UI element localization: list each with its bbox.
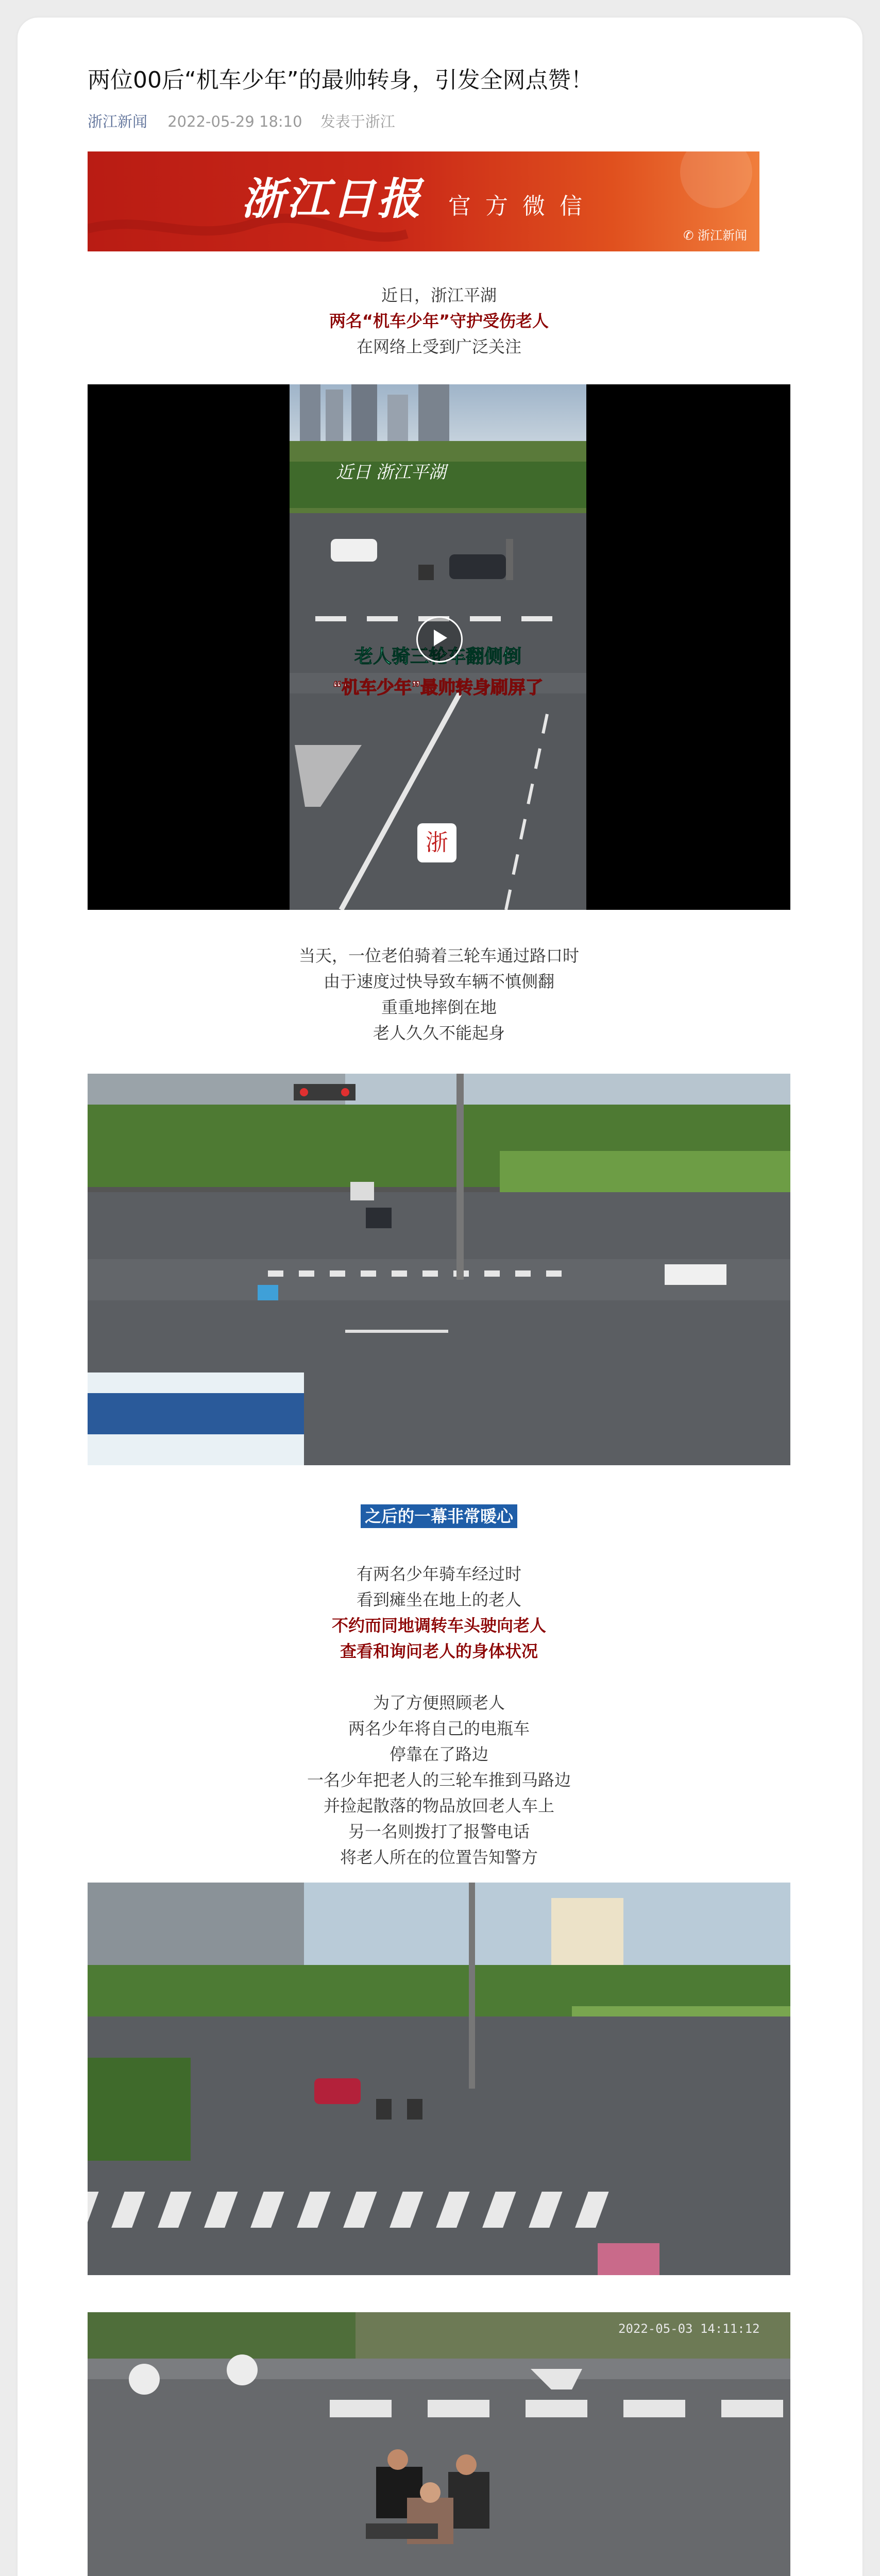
video-overlay-line1: 老人骑三轮车翻侧倒 <box>354 646 522 667</box>
photo-intersection <box>88 1074 790 1465</box>
photo-teens-crossing-scene <box>88 1883 790 2275</box>
video-overlay-top: 近日 浙江平湖 <box>336 463 446 482</box>
paragraph-line: 由于速度过快导致车辆不慎侧翻 <box>323 972 554 991</box>
paragraph-line: 看到瘫坐在地上的老人 <box>356 1590 521 1609</box>
photo-teens-helping-scene <box>88 2312 790 2576</box>
zhejiang-daily-banner <box>88 151 759 251</box>
paragraph-line-highlight: 查看和询问老人的身体状况 <box>340 1641 538 1661</box>
banner-watermark-label: 浙江新闻 <box>698 228 747 243</box>
paragraph-line: 停靠在了路边 <box>389 1744 488 1764</box>
photo-teens-helping <box>88 2312 790 2576</box>
paragraph-line: 将老人所在的位置告知警方 <box>340 1848 538 1867</box>
wechat-icon: ✆ <box>683 228 694 243</box>
banner-logo: 浙江日报 <box>241 173 423 224</box>
account-link[interactable]: 浙江新闻 <box>88 113 148 130</box>
photo-intersection-scene <box>88 1074 790 1465</box>
banner-ink-decoration <box>88 151 759 251</box>
paragraph-line: 有两名少年骑车经过时 <box>356 1564 521 1584</box>
highlight-badge: 之后的一幕非常暖心 <box>361 1504 517 1528</box>
paragraph-line-highlight: 不约而同地调转车头驶向老人 <box>331 1616 546 1635</box>
publish-date: 2022-05-29 18:10 <box>167 113 302 130</box>
article-meta <box>88 111 395 132</box>
photo-timestamp: 2022-05-03 14:11:12 <box>618 2321 760 2336</box>
paragraph-line: 并捡起散落的物品放回老人车上 <box>323 1796 554 1816</box>
video-logo-char: 浙 <box>426 829 448 856</box>
video-overlay-line2: “机车少年”最帅转身刷屏了 <box>333 678 543 698</box>
intro-line: 近日，浙江平湖 <box>381 285 497 305</box>
article-title: 两位00后“机车少年”的最帅转身，引发全网点赞！ <box>88 67 594 93</box>
paragraph-line: 老人久久不能起身 <box>373 1023 505 1043</box>
intro-paragraph <box>88 282 790 360</box>
banner-watermark <box>683 225 747 243</box>
highlight-heading <box>88 1503 790 1529</box>
paragraph-teens-arrive <box>88 1561 790 1664</box>
publish-location: 发表于浙江 <box>320 113 395 130</box>
paragraph-teens-help <box>88 1690 790 1870</box>
play-icon <box>416 616 460 659</box>
play-button[interactable] <box>416 616 463 663</box>
banner-subtitle: 官方微信 <box>448 193 597 219</box>
paragraph-line: 重重地摔倒在地 <box>381 997 497 1017</box>
paragraph-line: 当天，一位老伯骑着三轮车通过路口时 <box>298 946 579 965</box>
paragraph-line: 为了方便照顾老人 <box>373 1693 505 1713</box>
video-player[interactable] <box>88 384 790 910</box>
paragraph-line: 两名少年将自己的电瓶车 <box>348 1719 530 1738</box>
article-card <box>18 18 862 2576</box>
intro-line-highlight: 两名“机车少年”守护受伤老人 <box>329 311 549 331</box>
intro-line: 在网络上受到广泛关注 <box>356 337 521 357</box>
paragraph-line: 一名少年把老人的三轮车推到马路边 <box>307 1770 571 1790</box>
paragraph-line: 另一名则拨打了报警电话 <box>348 1822 530 1841</box>
paragraph-accident <box>88 943 790 1046</box>
photo-teens-crossing <box>88 1883 790 2275</box>
